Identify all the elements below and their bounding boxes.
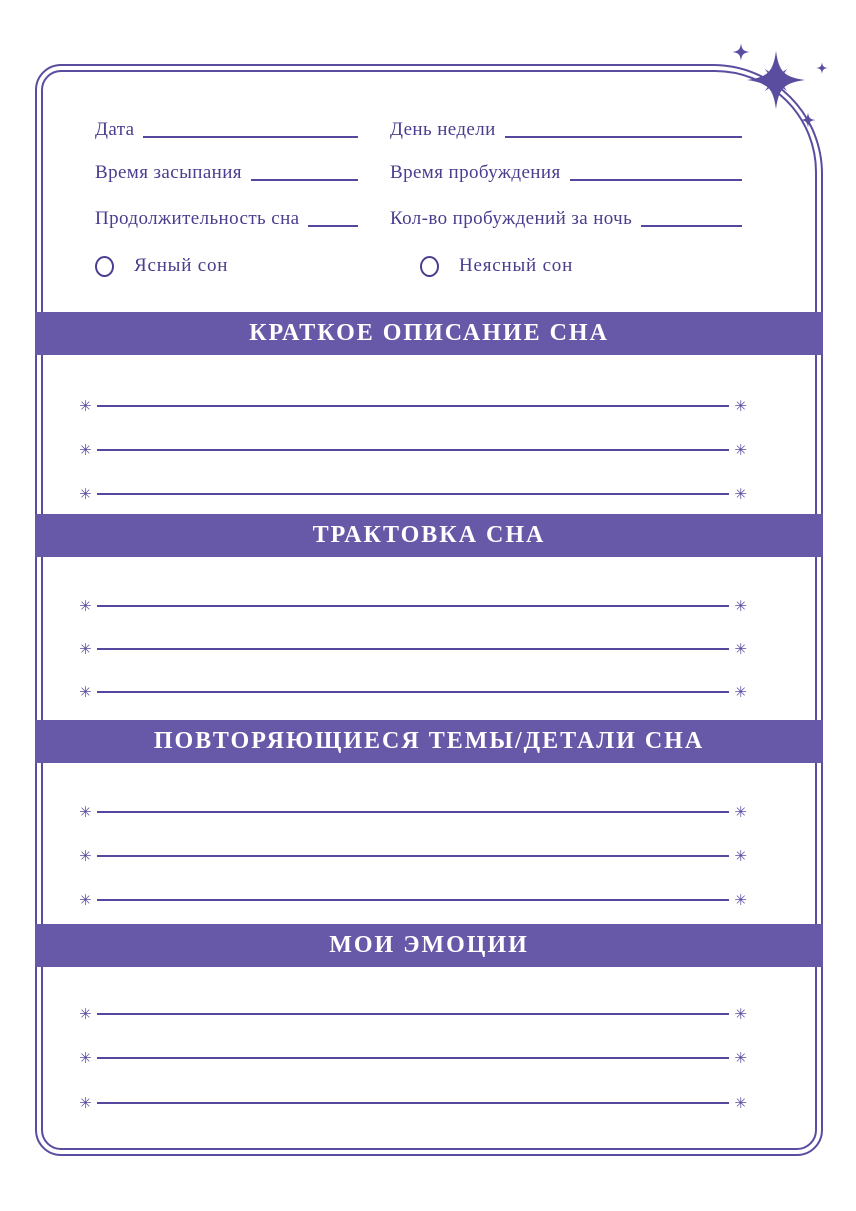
line-star-icon: ✳ bbox=[734, 846, 747, 865]
line-star-icon: ✳ bbox=[79, 802, 92, 821]
line-star-icon: ✳ bbox=[734, 484, 747, 503]
option-clear-dream bbox=[95, 254, 228, 278]
option-unclear-dream-label: Неясный сон bbox=[459, 255, 574, 276]
line-star-icon: ✳ bbox=[79, 1048, 92, 1067]
write-rule[interactable] bbox=[97, 605, 730, 607]
field-fall-asleep-time-input-line[interactable] bbox=[251, 179, 358, 181]
section-banner-dream-description bbox=[35, 312, 823, 355]
line-star-icon: ✳ bbox=[734, 1048, 747, 1067]
field-wake-time-label: Время пробуждения bbox=[390, 162, 561, 183]
write-rule[interactable] bbox=[97, 1013, 730, 1015]
line-star-icon: ✳ bbox=[79, 639, 92, 658]
line-star-icon: ✳ bbox=[734, 890, 747, 909]
write-rule[interactable] bbox=[97, 691, 730, 693]
radio-clear-dream[interactable] bbox=[95, 256, 114, 277]
write-line bbox=[79, 1093, 747, 1113]
write-line bbox=[79, 639, 747, 659]
line-star-icon: ✳ bbox=[734, 802, 747, 821]
field-wake-time-input-line[interactable] bbox=[570, 179, 742, 181]
field-fall-asleep-time bbox=[95, 159, 358, 185]
field-date-input-line[interactable] bbox=[143, 136, 358, 138]
write-line bbox=[79, 596, 747, 616]
write-line bbox=[79, 682, 747, 702]
line-star-icon: ✳ bbox=[734, 639, 747, 658]
line-star-icon: ✳ bbox=[734, 596, 747, 615]
field-weekday-label: День недели bbox=[390, 119, 496, 140]
write-line bbox=[79, 440, 747, 460]
line-star-icon: ✳ bbox=[734, 1093, 747, 1112]
field-night-awakenings-label: Кол-во пробуждений за ночь bbox=[390, 208, 633, 229]
section-title-my-emotions: МОИ ЭМОЦИИ bbox=[329, 932, 529, 958]
write-rule[interactable] bbox=[97, 811, 730, 813]
write-line bbox=[79, 890, 747, 910]
line-star-icon: ✳ bbox=[734, 440, 747, 459]
field-night-awakenings-input-line[interactable] bbox=[641, 225, 742, 227]
field-wake-time bbox=[390, 159, 742, 185]
line-star-icon: ✳ bbox=[79, 682, 92, 701]
line-star-icon: ✳ bbox=[79, 440, 92, 459]
radio-unclear-dream[interactable] bbox=[420, 256, 439, 277]
write-rule[interactable] bbox=[97, 449, 730, 451]
section-banner-dream-interpretation bbox=[35, 514, 823, 557]
line-star-icon: ✳ bbox=[79, 1093, 92, 1112]
field-sleep-duration-input-line[interactable] bbox=[308, 225, 358, 227]
section-title-dream-description: КРАТКОЕ ОПИСАНИЕ СНА bbox=[249, 320, 609, 346]
write-rule[interactable] bbox=[97, 648, 730, 650]
field-date bbox=[95, 116, 358, 142]
write-line bbox=[79, 846, 747, 866]
section-title-dream-interpretation: ТРАКТОВКА СНА bbox=[312, 522, 546, 548]
write-line bbox=[79, 1048, 747, 1068]
section-title-recurring-themes: ПОВТОРЯЮЩИЕСЯ ТЕМЫ/ДЕТАЛИ СНА bbox=[153, 728, 705, 754]
write-line bbox=[79, 1004, 747, 1024]
field-weekday-input-line[interactable] bbox=[505, 136, 742, 138]
field-night-awakenings bbox=[390, 205, 742, 231]
field-date-label: Дата bbox=[95, 119, 135, 140]
line-star-icon: ✳ bbox=[79, 484, 92, 503]
write-rule[interactable] bbox=[97, 493, 730, 495]
field-sleep-duration-label: Продолжительность сна bbox=[95, 208, 300, 229]
section-banner-recurring-themes bbox=[35, 720, 823, 763]
option-clear-dream-label: Ясный сон bbox=[134, 255, 229, 276]
line-star-icon: ✳ bbox=[734, 1004, 747, 1023]
line-star-icon: ✳ bbox=[79, 846, 92, 865]
line-star-icon: ✳ bbox=[79, 1004, 92, 1023]
line-star-icon: ✳ bbox=[734, 682, 747, 701]
write-rule[interactable] bbox=[97, 405, 730, 407]
field-sleep-duration bbox=[95, 205, 358, 231]
write-rule[interactable] bbox=[97, 1102, 730, 1104]
field-fall-asleep-time-label: Время засыпания bbox=[95, 162, 242, 183]
page-frame bbox=[35, 64, 823, 1156]
line-star-icon: ✳ bbox=[79, 396, 92, 415]
field-weekday bbox=[390, 116, 742, 142]
line-star-icon: ✳ bbox=[79, 890, 92, 909]
write-line bbox=[79, 396, 747, 416]
write-rule[interactable] bbox=[97, 1057, 730, 1059]
write-line bbox=[79, 484, 747, 504]
write-line bbox=[79, 802, 747, 822]
line-star-icon: ✳ bbox=[734, 396, 747, 415]
option-unclear-dream bbox=[420, 254, 573, 278]
write-rule[interactable] bbox=[97, 899, 730, 901]
line-star-icon: ✳ bbox=[79, 596, 92, 615]
write-rule[interactable] bbox=[97, 855, 730, 857]
section-banner-my-emotions bbox=[35, 924, 823, 967]
